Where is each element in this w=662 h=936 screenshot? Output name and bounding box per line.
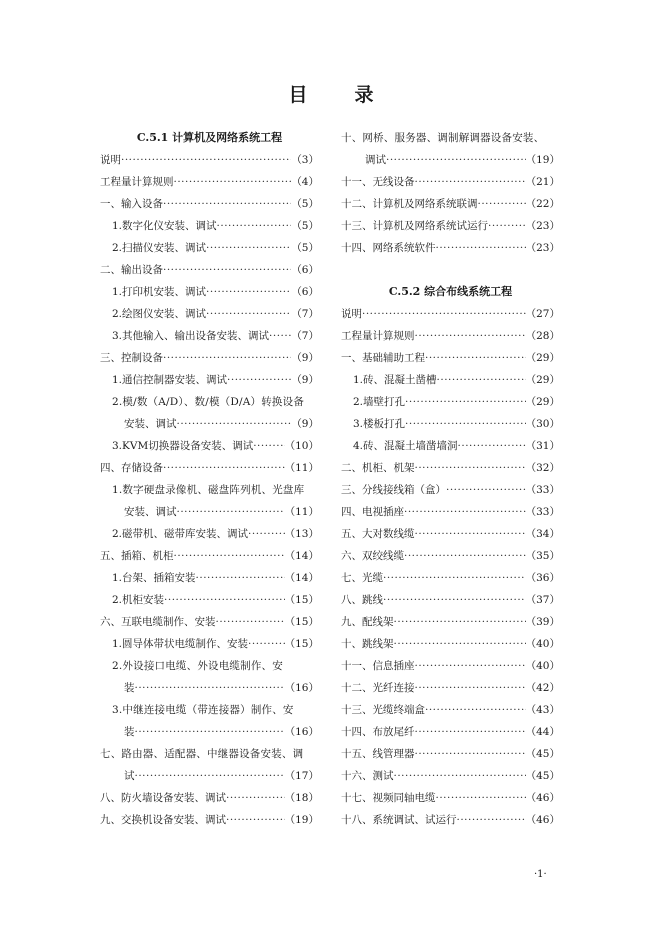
toc-entry — [100, 677, 319, 699]
dot-leader — [488, 215, 526, 237]
toc-entry-label: 1.数字硬盘录像机、磁盘阵列机、光盘库 — [112, 484, 305, 496]
toc-entry — [100, 611, 319, 633]
toc-entry-label: 十八、系统调试、试运行 — [341, 814, 457, 826]
toc-entry-label: 装 — [124, 726, 135, 738]
toc-entry-label: 工程量计算规则 — [341, 330, 415, 342]
dot-leader — [163, 259, 291, 281]
dot-leader — [174, 545, 285, 567]
toc-entry-page: （33） — [525, 484, 560, 496]
toc-entry-label: 3.KVM切换器设备安装、调试 — [112, 440, 254, 452]
toc-entry — [100, 743, 319, 765]
toc-entry-label: 五、大对数线缆 — [341, 528, 415, 540]
toc-entry — [341, 545, 560, 567]
toc-entry — [341, 347, 560, 369]
dot-leader — [415, 523, 526, 545]
toc-entry — [341, 237, 560, 259]
toc-entry — [100, 369, 319, 391]
dot-leader — [164, 589, 285, 611]
toc-entry-label: 十七、视频同轴电缆 — [341, 792, 436, 804]
toc-entry-label: 安装、调试 — [124, 506, 177, 518]
dot-leader — [415, 677, 526, 699]
toc-entry-page: （29） — [525, 396, 560, 408]
dot-leader — [206, 281, 291, 303]
toc-entry-label: 2.外设接口电缆、外设电缆制作、安 — [112, 660, 283, 672]
toc-entry-page: （7） — [291, 330, 319, 342]
spacer — [341, 259, 560, 281]
toc-entry-page: （6） — [291, 264, 319, 276]
toc-entry-page: （46） — [525, 814, 560, 826]
toc-entry — [341, 633, 560, 655]
toc-entry — [341, 435, 560, 457]
toc-entry-label: 十四、布放尾纤 — [341, 726, 415, 738]
toc-entry-page: （16） — [284, 682, 319, 694]
toc-entry — [341, 655, 560, 677]
toc-entry-label: 3.楼板打孔 — [353, 418, 406, 430]
toc-entry-page: （29） — [525, 352, 560, 364]
toc-entry — [341, 391, 560, 413]
toc-entry-label: 十、网桥、服务器、调制解调器设备安装、 — [341, 132, 545, 144]
toc-entry — [341, 809, 560, 831]
dot-leader — [437, 369, 526, 391]
toc-entry-page: （22） — [525, 198, 560, 210]
page-number: ·1· — [534, 869, 547, 880]
toc-entry-page: （13） — [284, 528, 319, 540]
toc-entry-label: 十三、计算机及网络系统试运行 — [341, 220, 488, 232]
toc-entry — [341, 523, 560, 545]
toc-entry-page: （5） — [291, 220, 319, 232]
dot-leader — [248, 633, 285, 655]
toc-entry-page: （16） — [284, 726, 319, 738]
toc-entry — [100, 633, 319, 655]
toc-entry — [100, 523, 319, 545]
dot-leader — [394, 765, 526, 787]
toc-entry-label: 二、机柜、机架 — [341, 462, 415, 474]
dot-leader — [415, 721, 526, 743]
toc-entry-page: （11） — [284, 462, 319, 474]
toc-entry-label: 九、配线架 — [341, 616, 394, 628]
toc-entry — [100, 215, 319, 237]
toc-entry — [100, 501, 319, 523]
dot-leader — [415, 743, 526, 765]
toc-entry-label: 1.台架、插箱安装 — [112, 572, 196, 584]
toc-entry — [341, 325, 560, 347]
toc-entry — [100, 765, 319, 787]
toc-entry — [341, 193, 560, 215]
toc-entry-page: （39） — [525, 616, 560, 628]
toc-entry-label: 说明 — [100, 154, 121, 166]
toc-entry — [100, 303, 319, 325]
toc-entry-label: 三、控制设备 — [100, 352, 163, 364]
toc-entry-page: （9） — [291, 374, 319, 386]
toc-entry — [100, 391, 319, 413]
toc-entry-page: （31） — [525, 440, 560, 452]
toc-entry-page: （5） — [291, 198, 319, 210]
toc-entry-page: （29） — [525, 374, 560, 386]
dot-leader — [394, 611, 526, 633]
toc-entry-label: 四、电视插座 — [341, 506, 404, 518]
dot-leader — [478, 193, 526, 215]
dot-leader — [415, 171, 526, 193]
toc-entry-label: 六、双绞线缆 — [341, 550, 404, 562]
toc-entry-label: 十、跳线架 — [341, 638, 394, 650]
toc-entry-label: 四、存储设备 — [100, 462, 163, 474]
dot-leader — [177, 501, 285, 523]
toc-entry-page: （36） — [525, 572, 560, 584]
toc-entry-label: 2.绘图仪安装、调试 — [112, 308, 207, 320]
toc-entry — [100, 347, 319, 369]
toc-entry-label: 十五、线管理器 — [341, 748, 415, 760]
toc-entry — [341, 567, 560, 589]
toc-entry-label: 二、输出设备 — [100, 264, 163, 276]
toc-entry — [341, 589, 560, 611]
toc-entry — [341, 765, 560, 787]
dot-leader — [415, 325, 526, 347]
toc-entry-page: （7） — [291, 308, 319, 320]
toc-entry-label: 2.模/数（A/D）、数/模（D/A）转换设备 — [112, 396, 305, 408]
toc-entry — [341, 699, 560, 721]
toc-entry — [100, 237, 319, 259]
toc-entry-label: 3.其他输入、输出设备安装、调试 — [112, 330, 270, 342]
toc-entry-label: 2.墙壁打孔 — [353, 396, 406, 408]
toc-entry-page: （27） — [525, 308, 560, 320]
toc-entry-label: 1.砖、混凝土凿槽 — [353, 374, 437, 386]
dot-leader — [383, 567, 526, 589]
toc-entry-page: （43） — [525, 704, 560, 716]
dot-leader — [446, 479, 526, 501]
toc-entry-page: （21） — [525, 176, 560, 188]
toc-entry-page: （40） — [525, 638, 560, 650]
toc-entry-page: （5） — [291, 242, 319, 254]
toc-entry — [100, 655, 319, 677]
dot-leader — [394, 633, 526, 655]
toc-entry-label: 七、光缆 — [341, 572, 383, 584]
dot-leader — [458, 435, 526, 457]
toc-entry — [100, 259, 319, 281]
dot-leader — [216, 611, 285, 633]
toc-entry-page: （9） — [291, 418, 319, 430]
toc-entry — [341, 611, 560, 633]
toc-entry — [341, 677, 560, 699]
toc-entry — [341, 369, 560, 391]
dot-leader — [196, 567, 285, 589]
dot-leader — [404, 545, 526, 567]
toc-entry-label: 1.数字化仪安装、调试 — [112, 220, 217, 232]
dot-leader — [174, 171, 292, 193]
toc-entry — [100, 281, 319, 303]
dot-leader — [217, 215, 292, 237]
toc-entry-label: 十二、计算机及网络系统联调 — [341, 198, 478, 210]
toc-entry-label: 八、跳线 — [341, 594, 383, 606]
dot-leader — [206, 303, 291, 325]
dot-leader — [404, 501, 526, 523]
toc-entry-page: （40） — [525, 660, 560, 672]
dot-leader — [425, 699, 526, 721]
toc-entry-page: （34） — [525, 528, 560, 540]
toc-entry-page: （6） — [291, 286, 319, 298]
toc-entry-label: 六、互联电缆制作、安装 — [100, 616, 216, 628]
toc-entry — [100, 435, 319, 457]
toc-entry-label: 1.打印机安装、调试 — [112, 286, 207, 298]
dot-leader — [163, 193, 291, 215]
toc-entry — [341, 501, 560, 523]
toc-entry — [341, 149, 560, 171]
toc-entry-page: （15） — [284, 594, 319, 606]
toc-entry-label: 2.扫描仪安装、调试 — [112, 242, 207, 254]
dot-leader — [425, 347, 526, 369]
toc-entry-label: 试 — [124, 770, 135, 782]
page-title: 目 录 — [288, 84, 388, 106]
toc-entry-page: （37） — [525, 594, 560, 606]
toc-entry — [100, 413, 319, 435]
dot-leader — [436, 237, 526, 259]
dot-leader — [457, 809, 526, 831]
dot-leader — [135, 721, 285, 743]
toc-entry-label: 2.机柜安装 — [112, 594, 165, 606]
toc-entry-page: （35） — [525, 550, 560, 562]
toc-entry-page: （10） — [284, 440, 319, 452]
toc-entry — [100, 325, 319, 347]
toc-entry-label: 十四、网络系统软件 — [341, 242, 436, 254]
toc-entry-page: （15） — [284, 638, 319, 650]
toc-entry-page: （19） — [525, 154, 560, 166]
toc-entry-label: 1.圆导体带状电缆制作、安装 — [112, 638, 249, 650]
toc-entry-page: （15） — [284, 616, 319, 628]
toc-entry-page: （28） — [525, 330, 560, 342]
toc-entry-label: 一、基础辅助工程 — [341, 352, 425, 364]
dot-leader — [383, 589, 526, 611]
dot-leader — [362, 303, 526, 325]
toc-entry-label: 九、交换机设备安装、调试 — [100, 814, 226, 826]
toc-entry-page: （45） — [525, 748, 560, 760]
toc-entry — [100, 193, 319, 215]
dot-leader — [405, 391, 526, 413]
dot-leader — [386, 149, 526, 171]
toc-entry — [341, 743, 560, 765]
toc-entry-page: （44） — [525, 726, 560, 738]
toc-entry — [100, 699, 319, 721]
toc-entry-label: 十三、光缆终端盒 — [341, 704, 425, 716]
toc-entry-label: 十二、光纤连接 — [341, 682, 415, 694]
toc-right-column — [341, 127, 560, 831]
toc-entry-page: （3） — [291, 154, 319, 166]
toc-entry — [341, 721, 560, 743]
toc-entry-page: （23） — [525, 242, 560, 254]
toc-entry — [341, 303, 560, 325]
dot-leader — [135, 677, 285, 699]
toc-entry-label: 1.通信控制器安装、调试 — [112, 374, 228, 386]
dot-leader — [415, 655, 526, 677]
toc-list — [341, 303, 560, 831]
toc-entry-label: 七、路由器、适配器、中继器设备安装、调 — [100, 748, 304, 760]
toc-entry — [100, 721, 319, 743]
toc-entry-page: （19） — [284, 814, 319, 826]
toc-list — [100, 149, 319, 831]
dot-leader — [226, 809, 285, 831]
toc-entry-page: （4） — [291, 176, 319, 188]
toc-entry — [100, 171, 319, 193]
toc-entry — [341, 127, 560, 149]
toc-entry — [100, 809, 319, 831]
toc-entry-label: 三、分线接线箱（盒） — [341, 484, 446, 496]
toc-entry — [341, 479, 560, 501]
toc-entry-page: （14） — [284, 550, 319, 562]
toc-entry — [100, 149, 319, 171]
dot-leader — [163, 347, 291, 369]
toc-entry — [100, 545, 319, 567]
dot-leader — [415, 457, 526, 479]
toc-entry — [100, 567, 319, 589]
toc-entry — [341, 215, 560, 237]
toc-entry-page: （23） — [525, 220, 560, 232]
toc-entry-label: 装 — [124, 682, 135, 694]
section-heading: C.5.2 综合布线系统工程 — [388, 285, 513, 298]
toc-entry-page: （14） — [284, 572, 319, 584]
dot-leader — [177, 413, 292, 435]
dot-leader — [135, 765, 285, 787]
dot-leader — [227, 369, 291, 391]
toc-left-column — [100, 127, 319, 831]
toc-entry — [100, 479, 319, 501]
toc-entry-label: 4.砖、混凝土墙凿墙洞 — [353, 440, 458, 452]
toc-entry — [100, 589, 319, 611]
toc-entry-page: （17） — [284, 770, 319, 782]
toc-entry-page: （9） — [291, 352, 319, 364]
dot-leader — [269, 325, 291, 347]
toc-entry-label: 安装、调试 — [124, 418, 177, 430]
dot-leader — [226, 787, 285, 809]
toc-entry-label: 一、输入设备 — [100, 198, 163, 210]
dot-leader — [253, 435, 284, 457]
dot-leader — [405, 413, 526, 435]
dot-leader — [206, 237, 291, 259]
section-heading: C.5.1 计算机及网络系统工程 — [136, 131, 283, 144]
toc-entry — [341, 413, 560, 435]
toc-entry-label: 五、插箱、机柜 — [100, 550, 174, 562]
toc-entry-label: 工程量计算规则 — [100, 176, 174, 188]
toc-entry-page: （30） — [525, 418, 560, 430]
toc-entry — [341, 457, 560, 479]
toc-entry-label: 八、防火墙设备安装、调试 — [100, 792, 226, 804]
toc-entry-page: （32） — [525, 462, 560, 474]
toc-entry-label: 调试 — [365, 154, 386, 166]
dot-leader — [436, 787, 526, 809]
toc-entry-label: 十一、信息插座 — [341, 660, 415, 672]
toc-entry — [100, 457, 319, 479]
toc-entry-label: 说明 — [341, 308, 362, 320]
toc-entry-label: 十六、测试 — [341, 770, 394, 782]
dot-leader — [163, 457, 285, 479]
toc-entry-page: （18） — [284, 792, 319, 804]
toc-list — [341, 127, 560, 259]
toc-entry-label: 3.中继连接电缆（带连接器）制作、安 — [112, 704, 294, 716]
dot-leader — [248, 523, 285, 545]
toc-entry-page: （11） — [284, 506, 319, 518]
toc-entry-label: 十一、无线设备 — [341, 176, 415, 188]
dot-leader — [121, 149, 291, 171]
toc-entry — [341, 787, 560, 809]
toc-entry — [100, 787, 319, 809]
toc-entry — [341, 171, 560, 193]
toc-entry-page: （45） — [525, 770, 560, 782]
toc-entry-label: 2.磁带机、磁带库安装、调试 — [112, 528, 249, 540]
toc-entry-page: （42） — [525, 682, 560, 694]
toc-entry-page: （33） — [525, 506, 560, 518]
toc-entry-page: （46） — [525, 792, 560, 804]
